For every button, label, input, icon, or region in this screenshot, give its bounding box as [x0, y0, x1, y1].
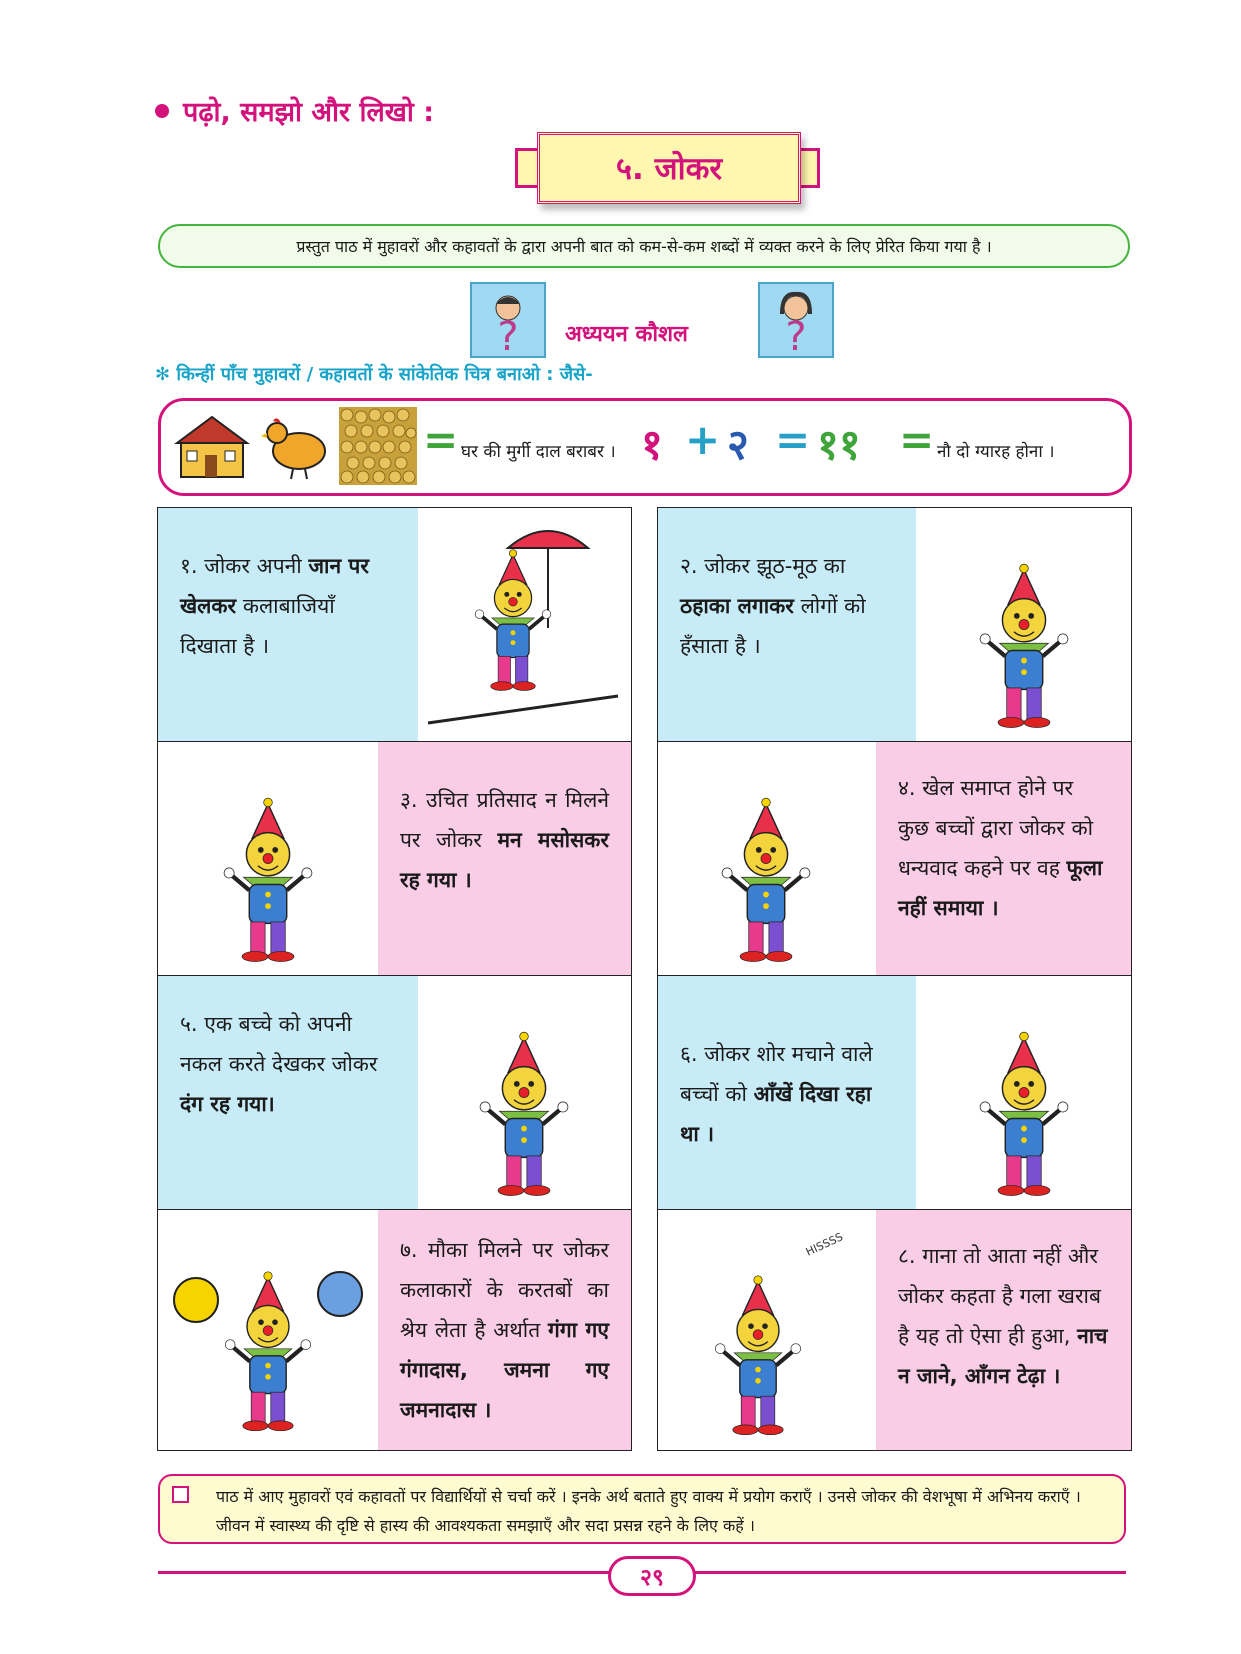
- item-cell-2: [657, 507, 1132, 742]
- checkbox-icon: [172, 1486, 189, 1503]
- item-text-2: २. जोकर झूठ-मूठ का ठहाका लगाकर लोगों को हँसाता है ।: [658, 508, 916, 741]
- example-box: [158, 398, 1132, 496]
- item-text-7: ७. मौका मिलने पर जोकर कलाकारों के करतबों का श्रेय लेता है अर्थात गंगा गए गंगादास, जमना गए जमनादास ।: [378, 1210, 631, 1450]
- item-text-6: ६. जोकर शोर मचाने वाले बच्चों को आँखें दिखा रहा था ।: [658, 976, 916, 1209]
- skill-heading: अध्ययन कौशल: [565, 322, 688, 347]
- clown-scolding-illustration: [916, 976, 1131, 1209]
- proverb-2: नौ दो ग्यारह होना ।: [937, 442, 1055, 462]
- clown-disappointed-illustration: [158, 742, 378, 975]
- instruction-text: पढ़ो, समझो और लिखो :: [183, 97, 435, 128]
- item-cell-8: [657, 1209, 1132, 1451]
- proverb-1: घर की मुर्गी दाल बराबर ।: [461, 442, 616, 462]
- item-text-5: ५. एक बच्चे को अपनी नकल करते देखकर जोकर दंग रह गया।: [158, 976, 418, 1209]
- svg-text:?: ?: [497, 314, 519, 356]
- question-girl-icon: [758, 282, 834, 358]
- clown-singing-illustration: [658, 1210, 876, 1450]
- instruction-heading: [155, 92, 434, 129]
- chapter-title: [537, 132, 801, 204]
- item-text-4: ४. खेल समाप्त होने पर कुछ बच्चों द्वारा जोकर को धन्यवाद कहने पर वह फूला नहीं समाया ।: [876, 742, 1131, 975]
- hen-icon: [261, 411, 333, 481]
- bullet-icon: [155, 104, 169, 118]
- teacher-note: [158, 1474, 1126, 1544]
- clown-laughing-illustration: [916, 508, 1131, 741]
- page-number: [608, 1556, 696, 1596]
- intro-banner: [158, 224, 1130, 268]
- question-boy-icon: [470, 282, 546, 358]
- equals-sign: =: [423, 415, 459, 464]
- equation-digit-2: २: [727, 420, 749, 469]
- equals-sign-2: =: [899, 415, 935, 464]
- intro-text: प्रस्तुत पाठ में मुहावरों और कहावतों के द्वारा अपनी बात को कम-से-कम शब्दों में व्यक्त करने के लिए प्रेरित किया गया है ।: [296, 237, 992, 256]
- item-text-8: ८. गाना तो आता नहीं और जोकर कहता है गला खराब है यह तो ऐसा ही हुआ, नाच न जाने, आँगन टेढ़ा ।: [876, 1210, 1131, 1450]
- clown-masks-illustration: [158, 1210, 378, 1450]
- item-cell-6: [657, 975, 1132, 1210]
- clown-tightrope-illustration: [418, 508, 631, 741]
- house-icon: [167, 411, 257, 481]
- lentils-icon: [339, 407, 417, 485]
- teacher-note-text: पाठ में आए मुहावरों एवं कहावतों पर विद्यार्थियों से चर्चा करें । इनके अर्थ बताते हुए वाक्य में प्रयोग कराएँ । उनसे जोकर की वेशभूषा में अभिनय कराएँ । जीवन में स्वास्थ्य की दृष्टि से हास्य की आवश्यकता समझाएँ और सदा प्रसन्न रहने के लिए कहें ।: [216, 1487, 1081, 1535]
- equation-equals: =: [775, 415, 811, 464]
- page-number-text: २९: [640, 1565, 664, 1591]
- item-cell-5: [157, 975, 632, 1210]
- speech-bubble-text: HISSSS: [803, 1230, 846, 1259]
- equation-digit-1: १: [641, 420, 663, 469]
- equation-plus: +: [685, 415, 721, 464]
- item-cell-7: [157, 1209, 632, 1451]
- item-cell-1: [157, 507, 632, 742]
- item-cell-4: [657, 741, 1132, 976]
- item-cell-3: [157, 741, 632, 976]
- chapter-title-text: ५. जोकर: [615, 151, 723, 187]
- task-text: ✻ किन्हीं पाँच मुहावरों / कहावतों के सांकेतिक चित्र बनाओ : जैसे-: [155, 364, 593, 385]
- jester-amazed-illustration: [418, 976, 631, 1209]
- item-text-1: १. जोकर अपनी जान पर खेलकर कलाबाजियाँ दिखाता है ।: [158, 508, 418, 741]
- item-text-3: ३. उचित प्रतिसाद न मिलने पर जोकर मन मसोसकर रह गया ।: [378, 742, 631, 975]
- clown-happy-illustration: [658, 742, 876, 975]
- svg-text:?: ?: [785, 314, 807, 356]
- equation-eleven: ११: [817, 420, 861, 469]
